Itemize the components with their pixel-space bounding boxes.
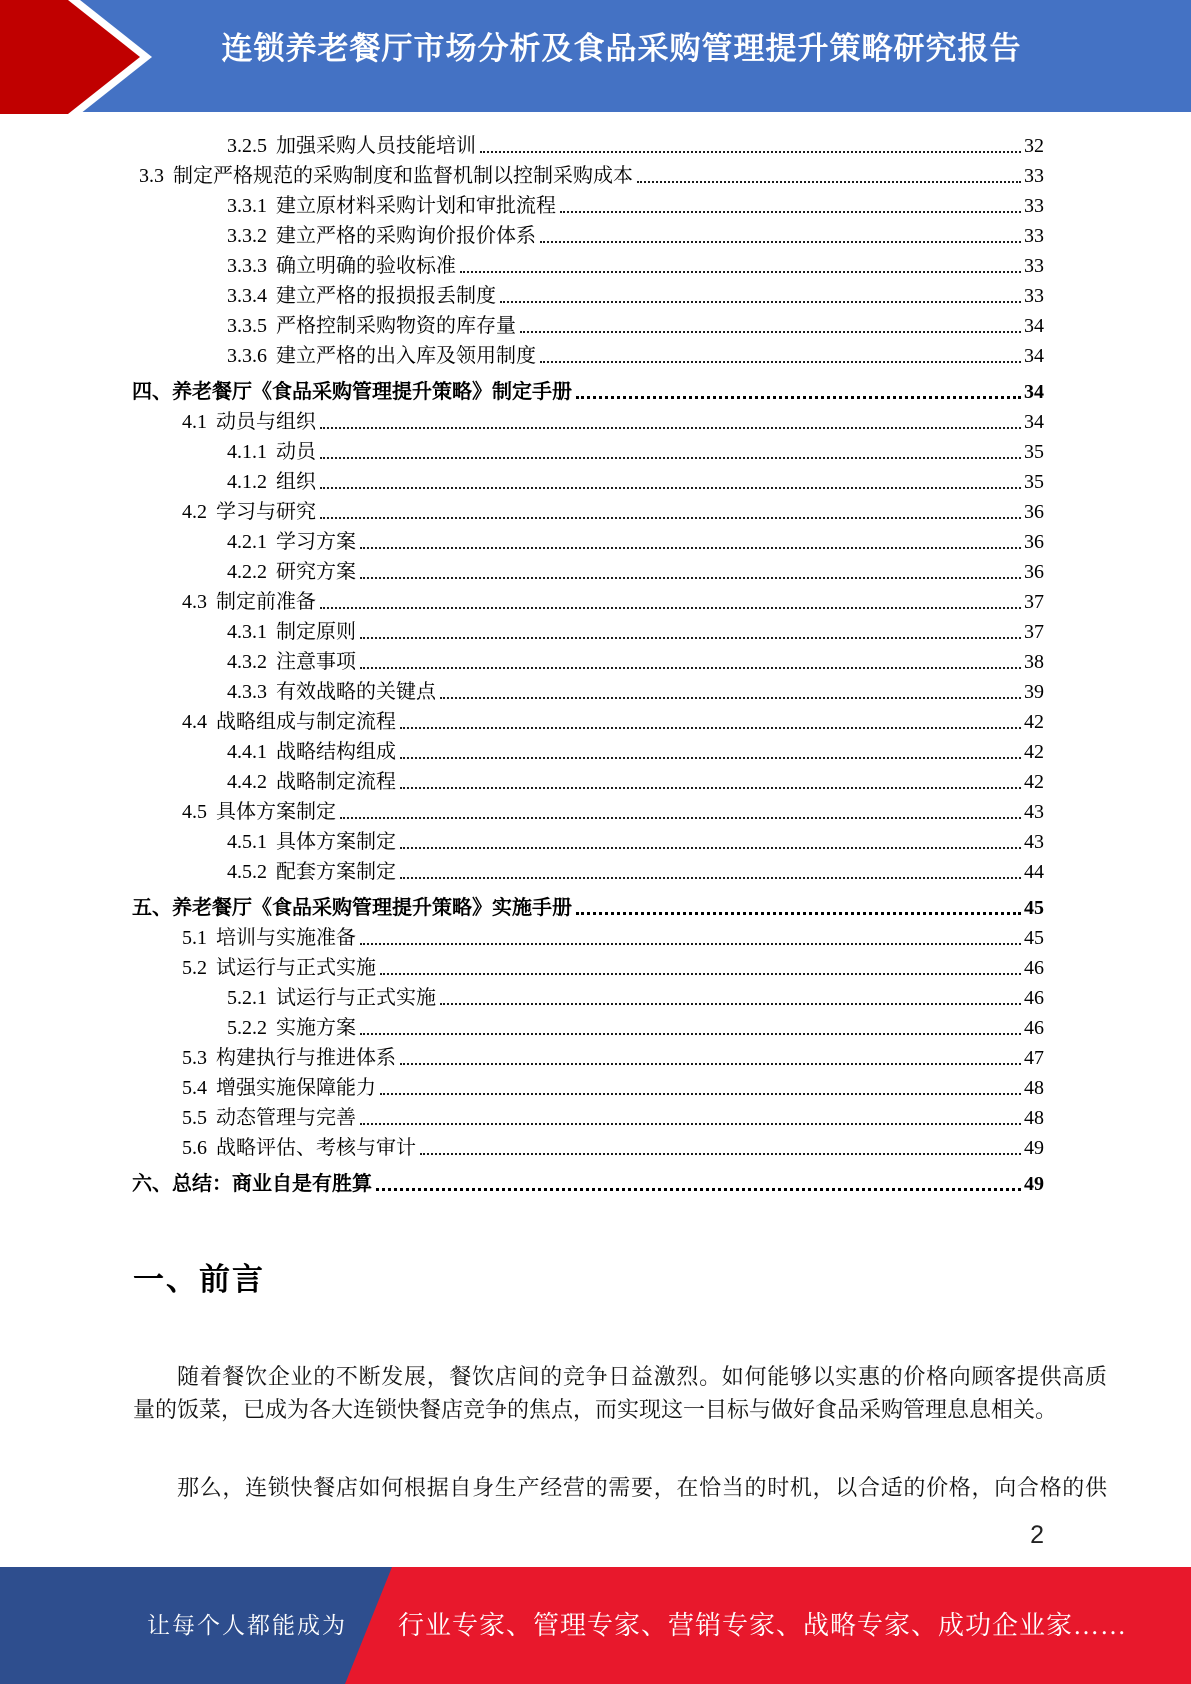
toc-entry-number: 六、 — [132, 1173, 172, 1195]
toc-page-number: 48 — [1024, 1077, 1044, 1099]
toc-entry-number: 3.3.6 — [227, 345, 267, 367]
toc-entry[interactable] — [132, 953, 1044, 983]
toc-page-number: 33 — [1024, 255, 1044, 277]
toc-entry-number: 4.5.1 — [227, 831, 267, 853]
toc-page-number: 33 — [1024, 285, 1044, 307]
toc-entry-title: 建立严格的报损报丢制度 — [276, 285, 496, 307]
toc-entry-title: 试运行与正式实施 — [216, 957, 376, 979]
toc-leader-dots — [400, 827, 1021, 849]
paragraph — [133, 1471, 1107, 1504]
toc-page-number: 34 — [1024, 345, 1044, 367]
toc-entry-title: 养老餐厅《食品采购管理提升策略》实施手册 — [172, 897, 572, 919]
toc-entry[interactable] — [132, 557, 1044, 587]
toc-entry-number: 4.3 — [182, 591, 207, 613]
toc-entry-number: 4.3.2 — [227, 651, 267, 673]
toc-entry-number: 4.5.2 — [227, 861, 267, 883]
toc-page-number: 49 — [1024, 1137, 1044, 1159]
toc-entry[interactable] — [132, 587, 1044, 617]
toc-leader-dots — [440, 983, 1021, 1005]
toc-leader-dots — [480, 131, 1021, 153]
toc-leader-dots — [360, 617, 1021, 639]
table-of-contents — [132, 131, 1044, 1199]
toc-page-number: 32 — [1024, 135, 1044, 157]
toc-entry-number: 4.4.1 — [227, 741, 267, 763]
toc-entry-number: 4.1 — [182, 411, 207, 433]
toc-leader-dots — [460, 251, 1021, 273]
toc-leader-dots — [400, 857, 1021, 879]
toc-leader-dots — [500, 281, 1021, 303]
toc-entry[interactable] — [132, 1073, 1044, 1103]
toc-page-number: 47 — [1024, 1047, 1044, 1069]
toc-entry-number: 5.4 — [182, 1077, 207, 1099]
toc-entry-number: 4.2.1 — [227, 531, 267, 553]
toc-entry-title: 动员 — [276, 441, 316, 463]
toc-entry[interactable] — [132, 341, 1044, 371]
toc-entry[interactable] — [132, 131, 1044, 161]
toc-entry[interactable] — [132, 161, 1044, 191]
toc-entry-title: 具体方案制定 — [216, 801, 336, 823]
toc-entry[interactable] — [132, 737, 1044, 767]
toc-leader-dots — [360, 647, 1021, 669]
report-title: 连锁养老餐厅市场分析及食品采购管理提升策略研究报告 — [221, 31, 1022, 66]
toc-entry-title: 战略制定流程 — [276, 771, 396, 793]
toc-leader-dots — [440, 677, 1021, 699]
toc-entry-title: 养老餐厅《食品采购管理提升策略》制定手册 — [172, 381, 572, 403]
toc-entry-title: 战略结构组成 — [276, 741, 396, 763]
toc-page-number: 34 — [1024, 381, 1044, 403]
toc-page-number: 42 — [1024, 741, 1044, 763]
toc-entry-title: 学习方案 — [276, 531, 356, 553]
toc-entry[interactable] — [132, 251, 1044, 281]
toc-page-number: 42 — [1024, 771, 1044, 793]
toc-leader-dots — [400, 767, 1021, 789]
toc-page-number: 44 — [1024, 861, 1044, 883]
toc-leader-dots — [360, 557, 1021, 579]
toc-entry-title: 培训与实施准备 — [216, 927, 356, 949]
toc-entry-title: 注意事项 — [276, 651, 356, 673]
toc-leader-dots — [637, 161, 1021, 183]
toc-entry-title: 试运行与正式实施 — [276, 987, 436, 1009]
toc-entry-title: 严格控制采购物资的库存量 — [276, 315, 516, 337]
toc-page-number: 39 — [1024, 681, 1044, 703]
toc-entry[interactable] — [132, 497, 1044, 527]
toc-leader-dots — [400, 1043, 1021, 1065]
toc-entry-title: 动态管理与完善 — [216, 1107, 356, 1129]
toc-entry[interactable] — [132, 707, 1044, 737]
toc-entry-title: 配套方案制定 — [276, 861, 396, 883]
toc-entry-number: 3.3.2 — [227, 225, 267, 247]
page-number: 2 — [1030, 1521, 1044, 1549]
toc-entry[interactable] — [132, 377, 1044, 407]
toc-entry[interactable] — [132, 767, 1044, 797]
toc-entry-number: 3.3 — [139, 165, 164, 187]
toc-page-number: 33 — [1024, 225, 1044, 247]
toc-entry-title: 具体方案制定 — [276, 831, 396, 853]
header-arrow-icon — [0, 0, 160, 114]
paragraph-line: 量的饭菜，已成为各大连锁快餐店竞争的焦点，而实现这一目标与做好食品采购管理息息相关。 — [133, 1397, 1058, 1422]
toc-leader-dots — [360, 1013, 1021, 1035]
toc-leader-dots — [320, 497, 1021, 519]
toc-page-number: 37 — [1024, 591, 1044, 613]
paragraph-line: 随着餐饮企业的不断发展，餐饮店间的竞争日益激烈。如何能够以实惠的价格向顾客提供高质 — [177, 1364, 1107, 1389]
toc-leader-dots — [540, 221, 1021, 243]
toc-entry-title: 学习与研究 — [216, 501, 316, 523]
toc-entry-number: 3.3.1 — [227, 195, 267, 217]
toc-page-number: 48 — [1024, 1107, 1044, 1129]
toc-entry-title: 增强实施保障能力 — [216, 1077, 376, 1099]
toc-entry-number: 4.1.1 — [227, 441, 267, 463]
toc-entry-title: 战略组成与制定流程 — [216, 711, 396, 733]
toc-page-number: 33 — [1024, 195, 1044, 217]
toc-entry-title: 组织 — [276, 471, 316, 493]
toc-entry-number: 5.2.1 — [227, 987, 267, 1009]
toc-leader-dots — [540, 341, 1021, 363]
toc-entry-title: 有效战略的关键点 — [276, 681, 436, 703]
toc-entry-title: 实施方案 — [276, 1017, 356, 1039]
toc-entry[interactable] — [132, 647, 1044, 677]
toc-page-number: 34 — [1024, 315, 1044, 337]
toc-entry[interactable] — [132, 281, 1044, 311]
toc-entry-title: 研究方案 — [276, 561, 356, 583]
toc-entry[interactable] — [132, 191, 1044, 221]
toc-entry[interactable] — [132, 893, 1044, 923]
toc-entry-number: 4.5 — [182, 801, 207, 823]
toc-leader-dots — [400, 707, 1021, 729]
toc-entry-number: 3.3.5 — [227, 315, 267, 337]
toc-entry[interactable] — [132, 677, 1044, 707]
toc-page-number: 37 — [1024, 621, 1044, 643]
body-text — [133, 1360, 1107, 1504]
toc-page-number: 46 — [1024, 987, 1044, 1009]
toc-entry[interactable] — [132, 923, 1044, 953]
toc-page-number: 35 — [1024, 471, 1044, 493]
footer-slogan-left: 让每个人都能成为 — [147, 1613, 347, 1638]
toc-page-number: 49 — [1024, 1173, 1044, 1195]
toc-entry-title: 总结：商业自是有胜算 — [172, 1173, 372, 1195]
toc-entry[interactable] — [132, 857, 1044, 887]
toc-entry[interactable] — [132, 467, 1044, 497]
toc-entry-number: 5.5 — [182, 1107, 207, 1129]
toc-page-number: 36 — [1024, 501, 1044, 523]
toc-entry[interactable] — [132, 983, 1044, 1013]
toc-leader-dots — [520, 311, 1021, 333]
toc-leader-dots — [320, 407, 1021, 429]
toc-entry[interactable] — [132, 311, 1044, 341]
toc-entry-number: 5.2.2 — [227, 1017, 267, 1039]
paragraph — [133, 1360, 1107, 1426]
toc-entry-number: 4.2 — [182, 501, 207, 523]
toc-entry-title: 构建执行与推进体系 — [216, 1047, 396, 1069]
toc-entry[interactable] — [132, 1103, 1044, 1133]
toc-page-number: 42 — [1024, 711, 1044, 733]
toc-entry-title: 确立明确的验收标准 — [276, 255, 456, 277]
toc-leader-dots — [320, 467, 1021, 489]
toc-page-number: 46 — [1024, 1017, 1044, 1039]
toc-page-number: 36 — [1024, 561, 1044, 583]
toc-entry-number: 5.6 — [182, 1137, 207, 1159]
toc-leader-dots — [320, 587, 1021, 609]
toc-entry-title: 建立严格的出入库及领用制度 — [276, 345, 536, 367]
toc-entry[interactable] — [132, 527, 1044, 557]
toc-entry[interactable] — [132, 1133, 1044, 1163]
paragraph-line: 那么，连锁快餐店如何根据自身生产经营的需要，在恰当的时机，以合适的价格，向合格的供 — [177, 1475, 1107, 1500]
toc-entry-number: 5.2 — [182, 957, 207, 979]
toc-leader-dots — [360, 923, 1021, 945]
toc-entry-number: 4.4 — [182, 711, 207, 733]
toc-entry-title: 制定原则 — [276, 621, 356, 643]
section-heading: 一、前言 — [133, 1262, 265, 1297]
toc-entry[interactable] — [132, 827, 1044, 857]
toc-entry-number: 四、 — [132, 381, 172, 403]
toc-entry-title: 加强采购人员技能培训 — [276, 135, 476, 157]
toc-entry-title: 建立原材料采购计划和审批流程 — [276, 195, 556, 217]
toc-entry[interactable] — [132, 1043, 1044, 1073]
toc-page-number: 46 — [1024, 957, 1044, 979]
toc-entry[interactable] — [132, 1013, 1044, 1043]
toc-entry-title: 动员与组织 — [216, 411, 316, 433]
toc-entry-number: 3.3.3 — [227, 255, 267, 277]
toc-leader-dots — [360, 527, 1021, 549]
toc-entry[interactable] — [132, 797, 1044, 827]
toc-entry-title: 制定前准备 — [216, 591, 316, 613]
toc-leader-dots — [380, 1073, 1021, 1095]
toc-leader-dots — [376, 1169, 1021, 1191]
toc-entry[interactable] — [132, 437, 1044, 467]
toc-leader-dots — [576, 893, 1021, 915]
toc-entry-number: 3.3.4 — [227, 285, 267, 307]
footer-banner — [0, 1567, 1191, 1684]
toc-entry-number: 4.2.2 — [227, 561, 267, 583]
toc-entry-number: 5.3 — [182, 1047, 207, 1069]
toc-entry-number: 五、 — [132, 897, 172, 919]
toc-entry-number: 5.1 — [182, 927, 207, 949]
toc-entry[interactable] — [132, 407, 1044, 437]
toc-leader-dots — [380, 953, 1021, 975]
toc-page-number: 45 — [1024, 897, 1044, 919]
toc-leader-dots — [560, 191, 1021, 213]
toc-page-number: 35 — [1024, 441, 1044, 463]
toc-entry-number: 4.3.1 — [227, 621, 267, 643]
toc-entry[interactable] — [132, 1169, 1044, 1199]
toc-page-number: 33 — [1024, 165, 1044, 187]
toc-entry-title: 战略评估、考核与审计 — [216, 1137, 416, 1159]
toc-entry-number: 4.4.2 — [227, 771, 267, 793]
toc-page-number: 36 — [1024, 531, 1044, 553]
toc-leader-dots — [400, 737, 1021, 759]
toc-entry-number: 4.3.3 — [227, 681, 267, 703]
toc-leader-dots — [576, 377, 1021, 399]
toc-entry[interactable] — [132, 617, 1044, 647]
toc-leader-dots — [360, 1103, 1021, 1125]
toc-page-number: 43 — [1024, 831, 1044, 853]
toc-leader-dots — [420, 1133, 1021, 1155]
toc-page-number: 38 — [1024, 651, 1044, 673]
toc-page-number: 45 — [1024, 927, 1044, 949]
toc-entry[interactable] — [132, 221, 1044, 251]
toc-leader-dots — [320, 437, 1021, 459]
toc-entry-number: 3.2.5 — [227, 135, 267, 157]
toc-entry-title: 制定严格规范的采购制度和监督机制以控制采购成本 — [173, 165, 633, 187]
toc-entry-title: 建立严格的采购询价报价体系 — [276, 225, 536, 247]
toc-page-number: 34 — [1024, 411, 1044, 433]
toc-entry-number: 4.1.2 — [227, 471, 267, 493]
footer-slogan-right: 行业专家、管理专家、营销专家、战略专家、成功企业家…… — [398, 1611, 1128, 1640]
toc-leader-dots — [340, 797, 1021, 819]
toc-page-number: 43 — [1024, 801, 1044, 823]
header-banner — [0, 0, 1191, 112]
